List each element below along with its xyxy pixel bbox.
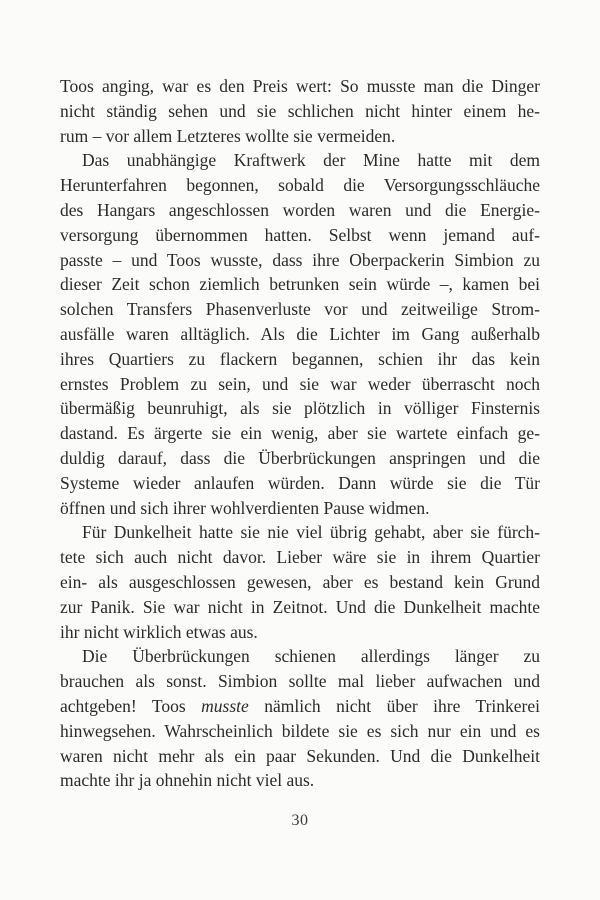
paragraph [60,520,540,644]
text-line: waren nicht mehr als ein paar Sekunden. Und die Dunkelheit [60,745,540,766]
text-line: dastand. Es ärgerte sie ein wenig, aber sie wartete einfach ge- [60,423,540,444]
text-line: hinwegsehen. Wahrscheinlich bildete sie es sich nur ein und es [60,720,540,741]
text-line: Für Dunkelheit hatte sie nie viel übrig gehabt, aber sie fürch- [82,522,540,543]
text-line: solchen Transfers Phasenverluste vor und zeitweilige Strom- [60,299,540,320]
text-line: passte – und Toos wusste, dass ihre Oberpackerin Simbion zu [60,249,540,270]
text-line: Toos anging, war es den Preis wert: So musste man die Dinger [60,76,540,96]
text-line: Systeme wieder anlaufen würden. Dann würde sie die Tür [60,472,540,493]
text-line: nicht ständig sehen und sie schlichen nicht hinter einem he- [60,100,540,121]
text-line: duldig darauf, dass die Überbrückungen anspringen und die [60,447,540,468]
page-number: 30 [291,812,309,829]
text-line: ihres Quartiers zu flackern begannen, schien ihr das kein [60,348,540,369]
text-line: achtgeben! Toos musste nämlich nicht über ihre Trinkerei [60,695,540,716]
text-line: des Hangars angeschlossen worden waren und die Energie- [60,199,540,220]
page-footer [0,812,600,830]
text-line: Herunterfahren begonnen, sobald die Versorgungsschläuche [60,175,540,196]
text-line: ausfälle waren alltäglich. Als die Lichter im Gang außerhalb [60,323,540,344]
paragraph [60,644,540,793]
text-line: rum – vor allem Letzteres wollte sie vermeiden. [60,125,396,146]
text-line: übermäßig beunruhigt, als sie plötzlich in völliger Finsternis [60,398,540,419]
text-line: machte ihr ja ohnehin nicht viel aus. [60,770,315,791]
text-line: ein- als ausgeschlossen gewesen, aber es bestand kein Grund [60,571,540,592]
text-line: ihr nicht wirklich etwas aus. [60,621,258,642]
text-line: Das unabhängige Kraftwerk der Mine hatte mit dem [82,150,540,171]
text-line: öffnen und sich ihrer wohlverdienten Pause widmen. [60,497,430,518]
paragraph [60,148,540,520]
text-line: ernstes Problem zu sein, und sie war weder überrascht noch [60,373,540,394]
text-line: Die Überbrückungen schienen allerdings länger zu [82,646,540,667]
paragraph [60,74,540,148]
text-block [60,74,540,793]
text-line: brauchen als sonst. Simbion sollte mal lieber aufwachen und [60,671,540,692]
text-line: dieser Zeit schon ziemlich betrunken sein würde –, kamen bei [60,274,540,295]
text-line: versorgung übernommen hatten. Selbst wenn jemand auf- [60,224,540,245]
text-line: tete sich auch nicht davor. Lieber wäre sie in ihrem Quartier [60,547,540,568]
text-line: zur Panik. Sie war nicht in Zeitnot. Und die Dunkelheit machte [60,596,540,617]
